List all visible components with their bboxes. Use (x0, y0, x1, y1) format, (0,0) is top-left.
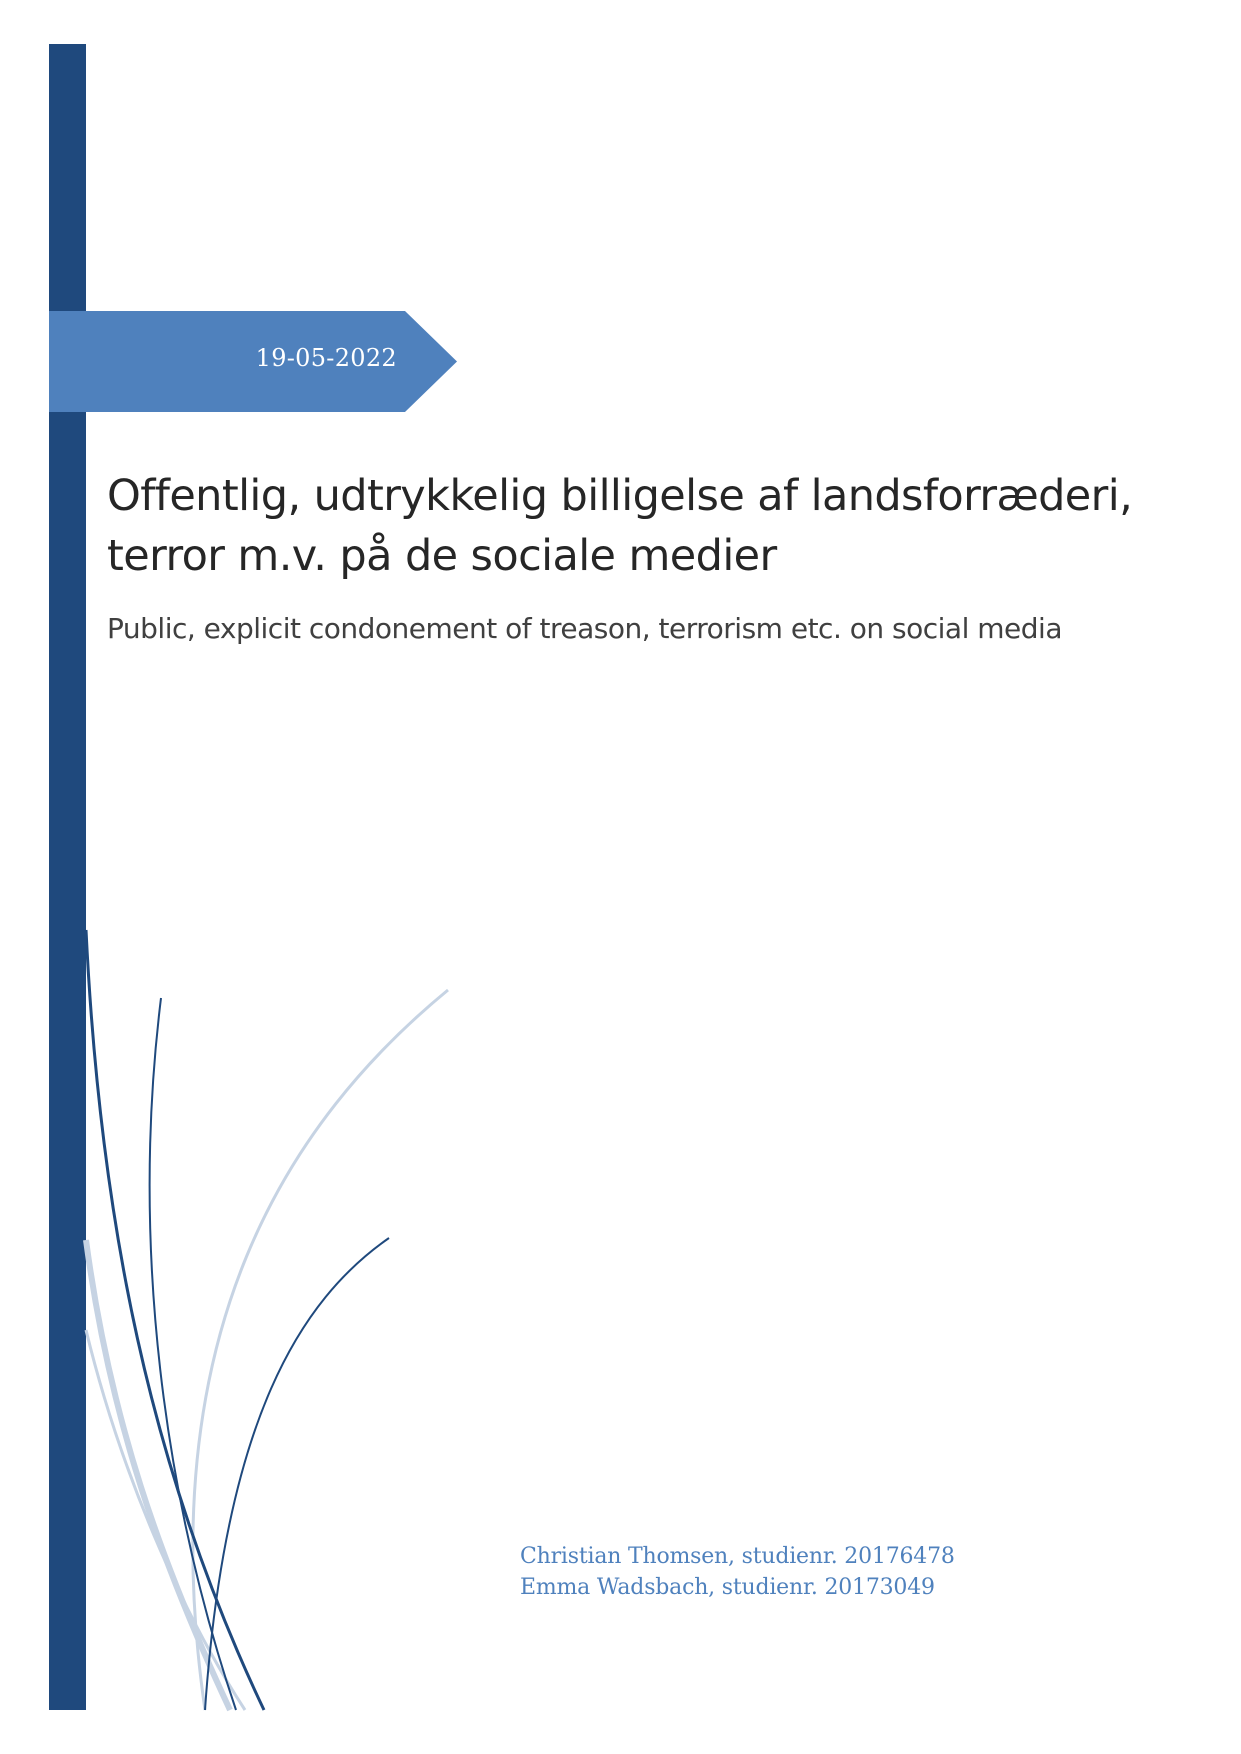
curve-light-2 (86, 1240, 230, 1710)
author-2: Emma Wadsbach, studienr. 20173049 (520, 1575, 935, 1600)
curve-light-1 (193, 990, 448, 1710)
curve-dark-2 (86, 930, 264, 1710)
title-line-2: terror m.v. på de sociale medier (107, 531, 777, 581)
authors-block (520, 1541, 955, 1603)
title-line-1: Offentlig, udtrykkelig billigelse af landsforræderi, (107, 471, 1133, 521)
author-1: Christian Thomsen, studienr. 20176478 (520, 1544, 955, 1569)
page-subtitle: Public, explicit condonement of treason, terrorism etc. on social media (107, 612, 1062, 645)
curve-light-3 (86, 1330, 245, 1710)
cover-date: 19-05-2022 (255, 344, 397, 372)
